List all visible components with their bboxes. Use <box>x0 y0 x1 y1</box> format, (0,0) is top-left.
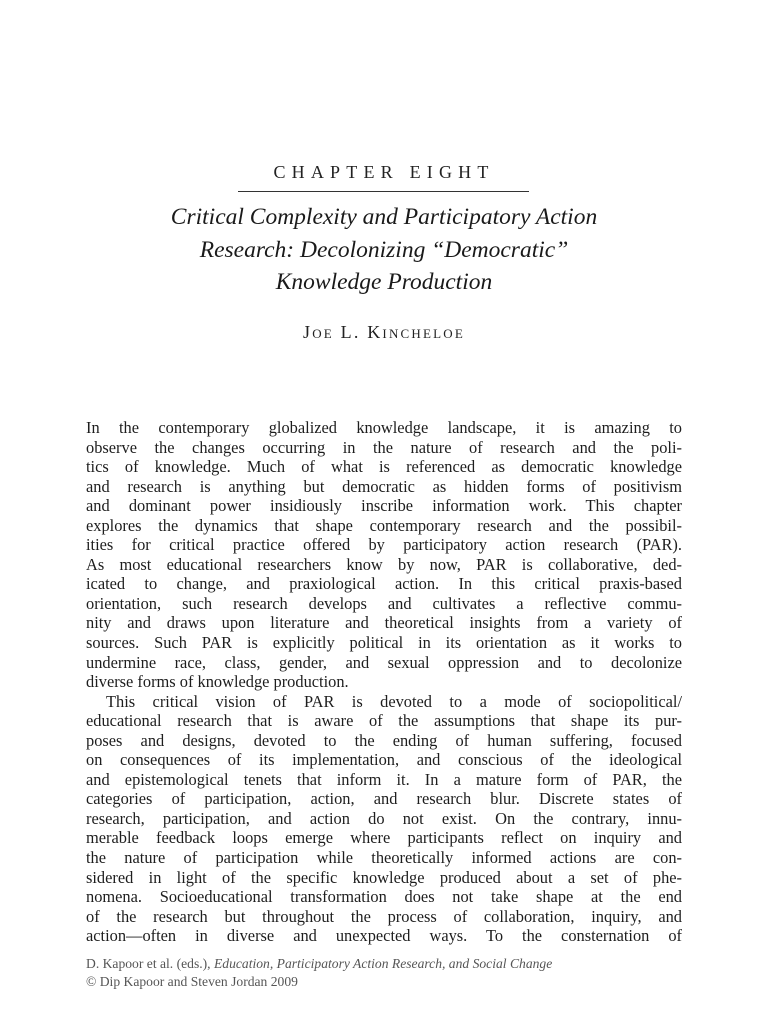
text-line: and epistemological tenets that inform it. In a mature form of PAR, the <box>86 769 682 789</box>
text-line: educational research that is aware of the assumptions that shape its pur- <box>86 711 682 731</box>
chapter-title <box>0 201 768 299</box>
text-line: action—often in diverse and unexpected ways. To the consternation of <box>86 926 682 946</box>
text-line: This critical vision of PAR is devoted to a mode of sociopolitical/ <box>106 691 682 711</box>
body-text <box>86 418 682 946</box>
text-line: diverse forms of knowledge production. <box>86 672 349 692</box>
chapter-label: CHAPTER EIGHT <box>273 162 495 182</box>
text-line: research, participation, and action do not exist. On the contrary, innu- <box>86 808 682 828</box>
text-line: explores the dynamics that shape contemporary research and the possibil- <box>86 515 682 535</box>
text-line: of the research but throughout the process of collaboration, inquiry, and <box>86 906 682 926</box>
citation-book-title: Education, Participatory Action Research, and Social Change <box>213 956 553 971</box>
text-line: poses and designs, devoted to the ending of human suffering, focused <box>86 730 682 750</box>
text-line: nity and draws upon literature and theoretical insights from a variety of <box>86 613 682 633</box>
text-line: orientation, such research develops and cultivates a reflective commu- <box>86 593 682 613</box>
text-line: the nature of participation while theoretically informed actions are con- <box>86 848 682 868</box>
text-line: nomena. Socioeducational transformation does not take shape at the end <box>86 887 682 907</box>
paragraph-2 <box>86 692 682 946</box>
text-line: and dominant power insidiously inscribe information work. This chapter <box>86 496 682 516</box>
chapter-title-line: Knowledge Production <box>275 269 493 295</box>
text-line: sources. Such PAR is explicitly political in its orientation as it works to <box>86 633 682 653</box>
text-line: icated to change, and praxiological action. In this critical praxis-based <box>86 574 682 594</box>
citation-line <box>86 955 686 973</box>
chapter-title-line: Research: Decolonizing “Democratic” <box>199 236 569 263</box>
text-line: categories of participation, action, and research blur. Discrete states of <box>86 789 682 809</box>
text-line: observe the changes occurring in the nature of research and the poli- <box>86 437 682 457</box>
chapter-author: Joe L. Kincheloe <box>302 322 465 342</box>
page-footer <box>86 955 686 991</box>
text-line: As most educational researchers know by now, PAR is collaborative, ded- <box>86 554 682 574</box>
chapter-title-line: Critical Complexity and Participatory Action <box>170 204 598 230</box>
copyright-line: © Dip Kapoor and Steven Jordan 2009 <box>86 974 298 989</box>
citation-editors: D. Kapoor et al. (eds.), <box>86 956 214 971</box>
text-line: merable feedback loops emerge where participants reflect on inquiry and <box>86 828 682 848</box>
text-line: In the contemporary globalized knowledge landscape, it is amazing to <box>86 418 682 437</box>
text-line: tics of knowledge. Much of what is referenced as democratic knowledge <box>86 457 682 477</box>
chapter-divider <box>238 191 529 192</box>
text-line: undermine race, class, gender, and sexual oppression and to decolonize <box>86 652 682 672</box>
text-line: on consequences of its implementation, and conscious of the ideological <box>86 750 682 770</box>
text-line: and research is anything but democratic as hidden forms of positivism <box>86 476 682 496</box>
text-line: sidered in light of the specific knowledge produced about a set of phe- <box>86 867 682 887</box>
paragraph-1 <box>86 418 682 692</box>
text-line: ities for critical practice offered by participatory action research (PAR). <box>86 535 682 555</box>
